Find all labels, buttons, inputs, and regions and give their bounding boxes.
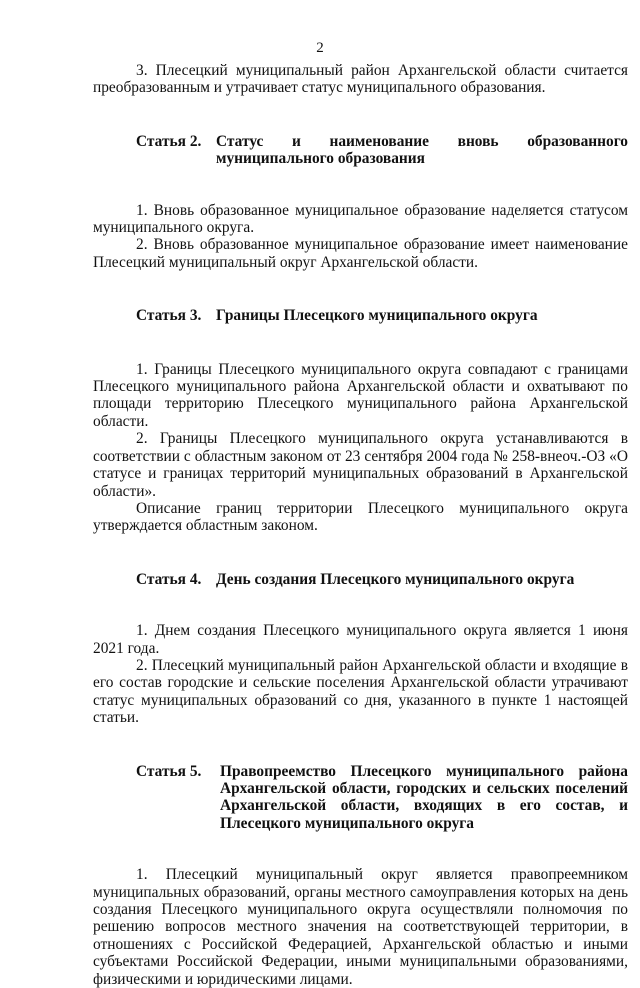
article-title: Статус и наименование вновь образованного муниципального образования xyxy=(216,132,628,168)
article-title: Границы Плесецкого муниципального округа xyxy=(216,307,538,325)
paragraph: 1. Днем создания Плесецкого муниципального округа является 1 июня 2021 года. xyxy=(93,622,628,657)
article-number: Статья 5. xyxy=(136,762,202,780)
page-number: 2 xyxy=(316,40,324,56)
paragraph: 1. Границы Плесецкого муниципального округа совпадают с границами Плесецкого муниципального района Архангельской области и охватывают по площади территорию Плесецкого муниципального района Архангельской области. xyxy=(93,360,628,430)
article-number: Статья 3. xyxy=(136,307,202,325)
article-number: Статья 4. xyxy=(136,570,202,588)
paragraph: 1. Вновь образованное муниципальное образование наделяется статусом муниципального округа. xyxy=(93,201,628,237)
article-heading xyxy=(136,763,628,833)
document-body xyxy=(93,62,628,988)
paragraph: 2. Границы Плесецкого муниципального округа устанавливаются в соответствии с областным законом от 23 сентября 2004 года № 258-внеоч.-ОЗ «О статусе и границах территорий муниципальных образований в Архангельской области». xyxy=(93,430,628,500)
article-heading xyxy=(136,133,628,168)
article-heading xyxy=(136,571,628,588)
article-number: Статья 2. xyxy=(136,132,202,150)
article-title: День создания Плесецкого муниципального округа xyxy=(216,570,575,588)
article-title: Правопреемство Плесецкого муниципального района Архангельской области, городских и сельских поселений Архангельской области, входящих в его состав, и Плесецкого муниципального округа xyxy=(220,762,628,832)
article-heading xyxy=(136,307,628,324)
paragraph: 3. Плесецкий муниципальный район Архангельской области считается преобразованным и утрачивает статус муниципального образования. xyxy=(93,62,628,97)
paragraph: 2. Вновь образованное муниципальное образование имеет наименование Плесецкий муниципальный округ Архангельской области. xyxy=(93,236,628,271)
paragraph: Описание границ территории Плесецкого муниципального округа утверждается областным законом. xyxy=(93,499,628,535)
paragraph: 1. Плесецкий муниципальный округ является правопреемником муниципальных образований, органы местного самоуправления которых на день создания Плесецкого муниципального округа осуществляли полномочия по решению вопросов местного значения на соответствующей территории, в отношениях с Российской Федерацией, Архангельской областью и иными субъектами Российской Федерации, иными муниципальными образованиями, физическими и юридическими лицами. xyxy=(93,866,628,988)
paragraph: 2. Плесецкий муниципальный район Архангельской области и входящие в его состав городские и сельские поселения Архангельской области утрачивают статус муниципальных образований со дня, указанного в пункте 1 настоящей статьи. xyxy=(93,656,628,727)
